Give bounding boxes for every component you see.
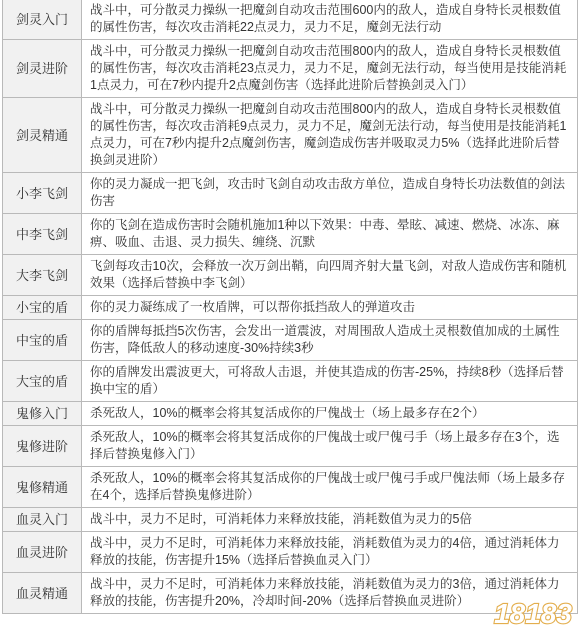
skill-name: 血灵进阶	[3, 532, 82, 573]
skill-row	[3, 320, 578, 361]
skill-description: 飞剑每攻击10次，会释放一次万剑出鞘，向四周齐射大量飞剑，对敌人造成伤害和随机效果（选择后替换中李飞剑）	[82, 255, 578, 296]
skill-row	[3, 361, 578, 402]
site-watermark-logo	[492, 593, 574, 633]
skill-row	[3, 467, 578, 508]
skill-rows	[3, 0, 578, 614]
skill-name: 中宝的盾	[3, 320, 82, 361]
skill-name: 血灵入门	[3, 508, 82, 532]
skill-row	[3, 214, 578, 255]
skill-row	[3, 98, 578, 173]
skill-name: 鬼修进阶	[3, 426, 82, 467]
skill-name: 中李飞剑	[3, 214, 82, 255]
skill-name: 剑灵精通	[3, 98, 82, 173]
skill-description: 你的飞剑在造成伤害时会随机施加1种以下效果：中毒、晕眩、减速、燃烧、冰冻、麻痹、吸血、击退、灵力损失、缠绕、沉默	[82, 214, 578, 255]
skill-description: 你的盾牌每抵挡5次伤害，会发出一道震波，对周围敌人造成土灵根数值加成的土属性伤害，降低敌人的移动速度-30%持续3秒	[82, 320, 578, 361]
skill-row	[3, 426, 578, 467]
skill-row	[3, 532, 578, 573]
skill-description: 你的盾牌发出震波更大，可将敌人击退，并使其造成的伤害-25%，持续8秒（选择后替换中宝的盾）	[82, 361, 578, 402]
skill-name: 鬼修精通	[3, 467, 82, 508]
watermark-text: 18183	[494, 598, 572, 629]
skill-description: 你的灵力凝成一把飞剑，攻击时飞剑自动攻击敌方单位，造成自身特长功法数值的剑法伤害	[82, 173, 578, 214]
skill-description: 你的灵力凝练成了一枚盾牌，可以帮你抵挡敌人的弹道攻击	[82, 296, 578, 320]
skill-description: 杀死敌人，10%的概率会将其复活成你的尸傀战士或尸傀弓手或尸傀法师（场上最多存在4个，选择后替换鬼修进阶）	[82, 467, 578, 508]
skill-name: 大李飞剑	[3, 255, 82, 296]
skill-name: 血灵精通	[3, 573, 82, 614]
skill-description: 战斗中，可分散灵力操纵一把魔剑自动攻击范围600内的敌人，造成自身特长灵根数值的属性伤害，每次攻击消耗22点灵力，灵力不足，魔剑无法行动	[82, 0, 578, 40]
skill-row	[3, 508, 578, 532]
skill-description: 战斗中，灵力不足时，可消耗体力来释放技能，消耗数值为灵力的3倍，通过消耗体力释放的技能，伤害提升20%，冷却时间-20%（选择后替换血灵进阶）	[82, 573, 578, 614]
skill-row	[3, 0, 578, 40]
skill-description: 战斗中，可分散灵力操纵一把魔剑自动攻击范围800内的敌人，造成自身特长灵根数值的属性伤害，每次攻击消耗9点灵力，灵力不足，魔剑无法行动，每当使用是技能消耗1点灵力，可在7秒内提升2点魔剑伤害，魔剑造成伤害并吸取灵力5%（选择此进阶后替换剑灵进阶）	[82, 98, 578, 173]
skill-table	[2, 0, 578, 614]
skill-name: 鬼修入门	[3, 402, 82, 426]
skill-description: 战斗中，灵力不足时，可消耗体力来释放技能，消耗数值为灵力的4倍，通过消耗体力释放的技能，伤害提升15%（选择后替换血灵入门）	[82, 532, 578, 573]
skill-row	[3, 402, 578, 426]
skill-description: 杀死敌人，10%的概率会将其复活成你的尸傀战士或尸傀弓手（场上最多存在3个，选择后替换鬼修入门）	[82, 426, 578, 467]
skill-description: 战斗中，可分散灵力操纵一把魔剑自动攻击范围800内的敌人，造成自身特长灵根数值的属性伤害，每次攻击消耗23点灵力，灵力不足，魔剑无法行动，每当使用是技能消耗1点灵力，可在7秒内提升2点魔剑伤害（选择此进阶后替换剑灵入门）	[82, 40, 578, 98]
skill-row	[3, 255, 578, 296]
skill-row	[3, 40, 578, 98]
skill-name: 剑灵进阶	[3, 40, 82, 98]
skill-row	[3, 173, 578, 214]
skill-row	[3, 296, 578, 320]
skill-description: 杀死敌人，10%的概率会将其复活成你的尸傀战士（场上最多存在2个）	[82, 402, 578, 426]
skill-name: 大宝的盾	[3, 361, 82, 402]
skill-description: 战斗中，灵力不足时，可消耗体力来释放技能，消耗数值为灵力的5倍	[82, 508, 578, 532]
skill-name: 小宝的盾	[3, 296, 82, 320]
skill-name: 剑灵入门	[3, 0, 82, 40]
skill-name: 小李飞剑	[3, 173, 82, 214]
